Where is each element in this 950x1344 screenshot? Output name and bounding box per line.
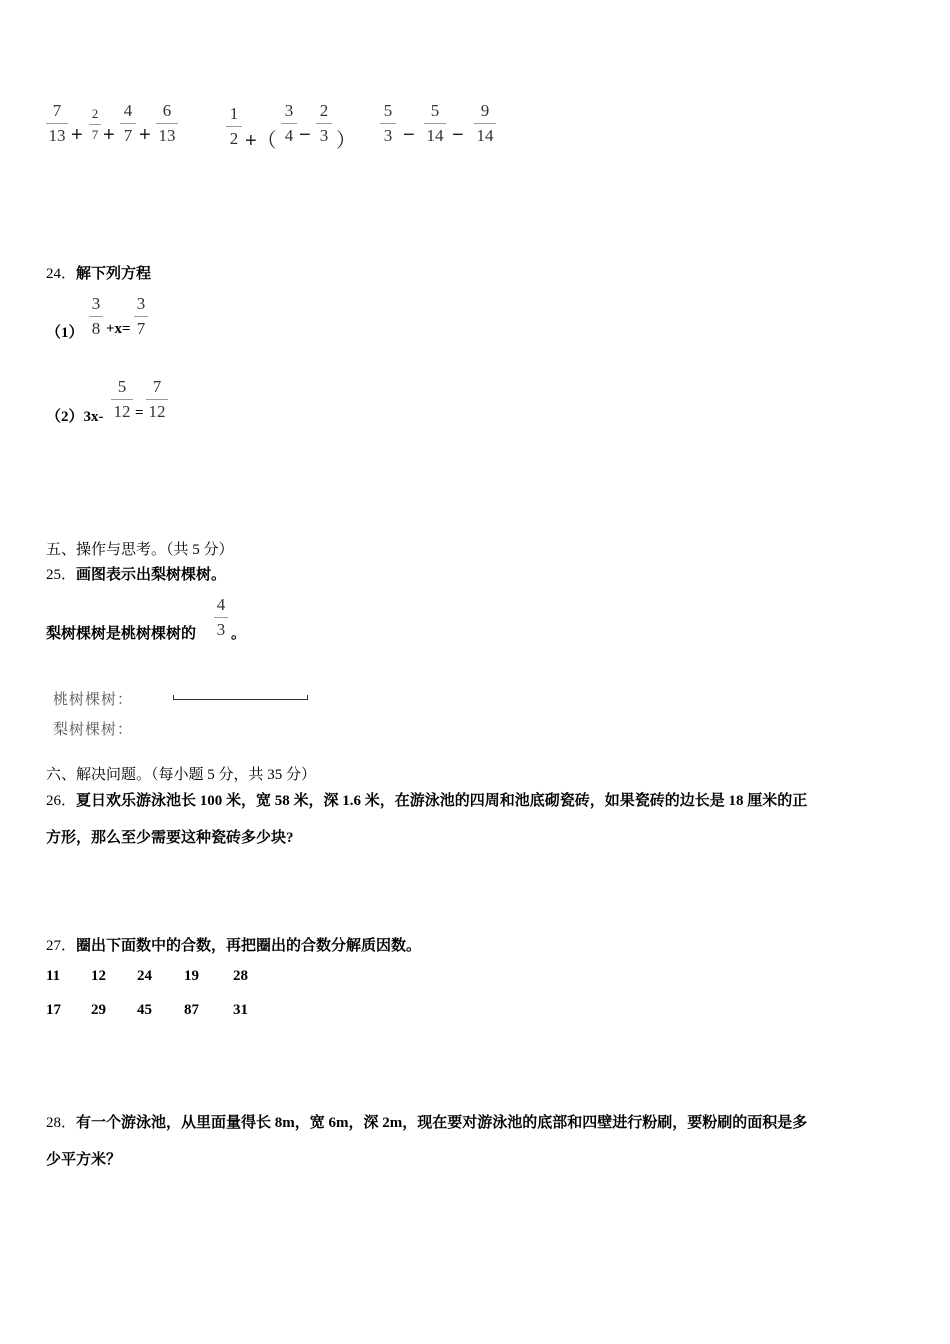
number-item[interactable]: 12 xyxy=(91,968,106,984)
fraction: 2 3 xyxy=(316,101,332,146)
section-five-title: 五、操作与思考。（共 5 分） xyxy=(46,542,234,558)
fraction: 5 14 xyxy=(424,101,446,146)
number-item[interactable]: 29 xyxy=(91,1002,106,1018)
operator: +（ xyxy=(245,130,277,152)
number-item[interactable]: 17 xyxy=(46,1002,61,1018)
peach-tree-label: 桃树棵树： xyxy=(53,690,134,708)
operator: − xyxy=(452,124,464,146)
fraction: 9 14 xyxy=(474,101,496,146)
operator: + xyxy=(103,124,115,146)
question-25-heading: 25．画图表示出梨树棵树。 xyxy=(46,567,227,583)
fraction: 1 2 xyxy=(226,104,242,149)
question-24-heading: 24．解下列方程 xyxy=(46,266,152,282)
equation-operator: +x= xyxy=(106,321,131,337)
fraction: 5 12 xyxy=(111,377,133,422)
number-item[interactable]: 11 xyxy=(46,968,61,984)
fraction: 2 7 xyxy=(89,106,101,143)
number-item[interactable]: 28 xyxy=(233,968,248,984)
question-28-line-2: 少平方米？ xyxy=(46,1152,122,1168)
question-26-line-1: 26．夏日欢乐游泳池长 100 米，宽 58 米，深 1.6 米，在游泳池的四周和池底砌瓷砖，如果瓷砖的边长是 18 厘米的正 xyxy=(46,793,808,809)
paren-close: ） xyxy=(336,130,356,152)
fraction: 7 13 xyxy=(46,101,68,146)
operator: + xyxy=(71,124,83,146)
fraction: 3 4 xyxy=(281,101,297,146)
number-item[interactable]: 87 xyxy=(184,1002,199,1018)
number-item[interactable]: 31 xyxy=(233,1002,248,1018)
number-item[interactable]: 45 xyxy=(137,1002,152,1018)
peach-tree-segment xyxy=(173,694,308,700)
question-27-heading: 27．圈出下面数中的合数，再把圈出的合数分解质因数。 xyxy=(46,938,422,954)
pear-tree-label: 梨树棵树： xyxy=(53,720,134,738)
equation-label: （1） xyxy=(46,325,84,341)
fraction: 6 13 xyxy=(156,101,178,146)
operator: − xyxy=(403,124,415,146)
operator: − xyxy=(299,124,311,146)
fraction: 5 3 xyxy=(380,101,396,146)
fraction: 3 7 xyxy=(134,294,148,339)
section-six-title: 六、解决问题。（每小题 5 分，共 35 分） xyxy=(46,767,317,783)
number-item[interactable]: 19 xyxy=(184,968,199,984)
fraction: 4 7 xyxy=(120,101,136,146)
operator: + xyxy=(139,124,151,146)
question-26-line-2: 方形，那么至少需要这种瓷砖多少块? xyxy=(46,830,294,846)
question-28-line-1: 28．有一个游泳池，从里面量得长 8m，宽 6m，深 2m，现在要对游泳池的底部和四壁进行粉刷，要粉刷的面积是多 xyxy=(46,1115,808,1131)
fraction: 7 12 xyxy=(146,377,168,422)
fraction: 4 3 xyxy=(214,595,228,640)
equation-label: （2）3x- xyxy=(46,409,104,425)
number-item[interactable]: 24 xyxy=(137,968,152,984)
fraction: 3 8 xyxy=(89,294,103,339)
equation-operator: = xyxy=(135,405,144,421)
